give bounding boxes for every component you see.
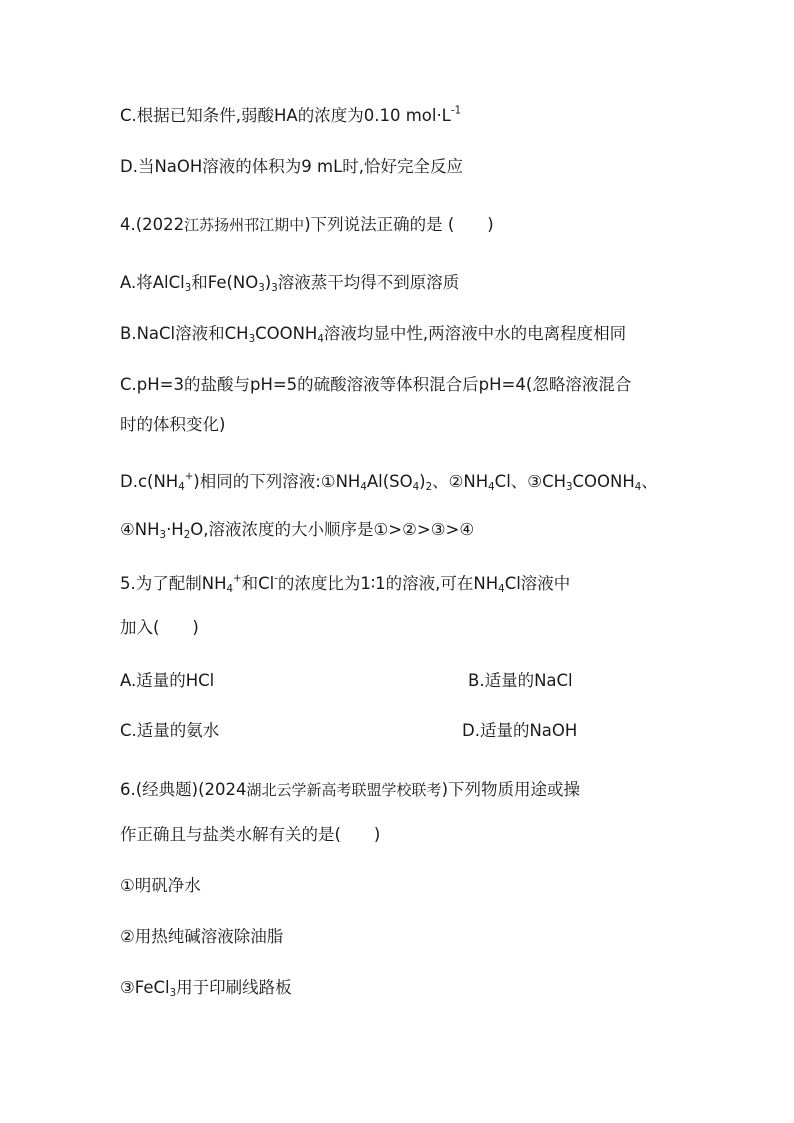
question-5-stem <box>120 572 570 596</box>
text-run: 用于印刷线路板 <box>176 978 292 997</box>
subscript: 4 <box>412 482 420 494</box>
subscript: 3 <box>184 283 192 295</box>
text-run: Cl、③CH <box>494 472 566 491</box>
text-run: C.根据已知条件,弱酸HA的浓度为0.10 mol·L <box>120 106 451 125</box>
subscript: 4 <box>178 482 185 494</box>
q6-item-2 <box>120 925 283 949</box>
text-run: ③FeCl <box>120 978 170 997</box>
subscript: 3 <box>258 283 265 295</box>
q4-option-d-line2 <box>120 518 474 542</box>
text-run: ④NH <box>120 520 160 539</box>
text-run: Cl溶液中 <box>504 574 571 593</box>
text-run: 和Fe(NO <box>191 273 259 292</box>
text-run: 6.(经典题)(2024 <box>120 780 247 799</box>
q4-option-c-line1 <box>120 373 631 397</box>
q4-option-b <box>120 322 626 346</box>
subscript: 4 <box>226 584 234 596</box>
subscript: 4 <box>360 482 367 494</box>
subscript: 3 <box>248 334 256 346</box>
q4-option-a <box>120 271 459 295</box>
text-run: 、②NH <box>432 472 489 491</box>
text-run: )下列说法正确的是 ( ) <box>304 215 494 234</box>
subscript: 2 <box>425 482 433 494</box>
option-d-text <box>120 155 463 179</box>
text-run: 和Cl <box>241 574 275 593</box>
text-run: )下列物质用途或操 <box>441 780 580 799</box>
q5-option-c: C.适量的氨水 <box>120 721 220 740</box>
question-6-stem <box>120 778 580 802</box>
superscript: + <box>233 573 242 585</box>
text-run: ②用热纯碱溶液除油脂 <box>120 927 284 946</box>
text-run: COONH <box>255 324 318 343</box>
text-run: 溶液蒸干均得不到原溶质 <box>277 273 460 292</box>
q6-item-1 <box>120 874 201 898</box>
q6-item-3 <box>120 976 292 1000</box>
subscript: 4 <box>634 482 642 494</box>
q5-option-d: D.适量的NaOH <box>462 721 578 740</box>
text-run: B.NaCl溶液和CH <box>120 324 249 343</box>
text-run: ·H <box>166 520 184 539</box>
q4-option-d-line1 <box>120 470 658 494</box>
subscript: 3 <box>159 530 167 542</box>
option-c-text <box>120 104 461 128</box>
question-4-stem <box>120 213 494 237</box>
text-run: 作正确且与盐类水解有关的是( ) <box>120 825 381 844</box>
text-run: D.当NaOH溶液的体积为9 mL时,恰好完全反应 <box>120 157 464 176</box>
question-source: 江苏扬州邗江期中 <box>184 216 305 234</box>
q4-option-c-line2 <box>120 413 225 437</box>
text-run: 溶液均显中性,两溶液中水的电离程度相同 <box>323 324 627 343</box>
q5-options-row1 <box>120 669 680 693</box>
text-run: 5.为了配制NH <box>120 574 227 593</box>
text-run: 、 <box>641 472 658 491</box>
superscript: -1 <box>450 105 462 117</box>
superscript: + <box>184 471 194 483</box>
text-run: ①明矾净水 <box>120 876 201 895</box>
q5-option-a: A.适量的HCl <box>120 671 215 690</box>
subscript: 4 <box>488 482 495 494</box>
question-source: 湖北云学新高考联盟学校联考 <box>246 781 442 799</box>
text-run: O,溶液浓度的大小顺序是①>②>③>④ <box>190 520 475 539</box>
superscript: - <box>274 573 278 585</box>
text-run: C.pH=3的盐酸与pH=5的硫酸溶液等体积混合后pH=4(忽略溶液混合 <box>120 375 632 394</box>
text-run: ) <box>264 273 272 292</box>
text-run: 时的体积变化) <box>120 415 226 434</box>
question-6-stem-cont <box>120 823 380 847</box>
text-run: 4.(2022 <box>120 215 185 234</box>
subscript: 3 <box>271 283 278 295</box>
text-run: ) <box>419 472 426 491</box>
subscript: 3 <box>566 482 573 494</box>
text-run: )相同的下列溶液:①NH <box>193 472 361 491</box>
subscript: 4 <box>498 584 505 596</box>
subscript: 3 <box>169 988 177 1000</box>
subscript: 4 <box>317 334 324 346</box>
subscript: 2 <box>183 530 191 542</box>
text-run: A.将AlCl <box>120 273 185 292</box>
text-run: 加入( ) <box>120 618 199 637</box>
q5-options-row2 <box>120 719 680 743</box>
text-run: COONH <box>572 472 635 491</box>
q5-option-b: B.适量的NaCl <box>468 671 573 690</box>
text-run: Al(SO <box>366 472 413 491</box>
text-run: D.c(NH <box>120 472 179 491</box>
question-5-stem-cont <box>120 616 199 640</box>
text-run: 的浓度比为1∶1的溶液,可在NH <box>277 574 499 593</box>
